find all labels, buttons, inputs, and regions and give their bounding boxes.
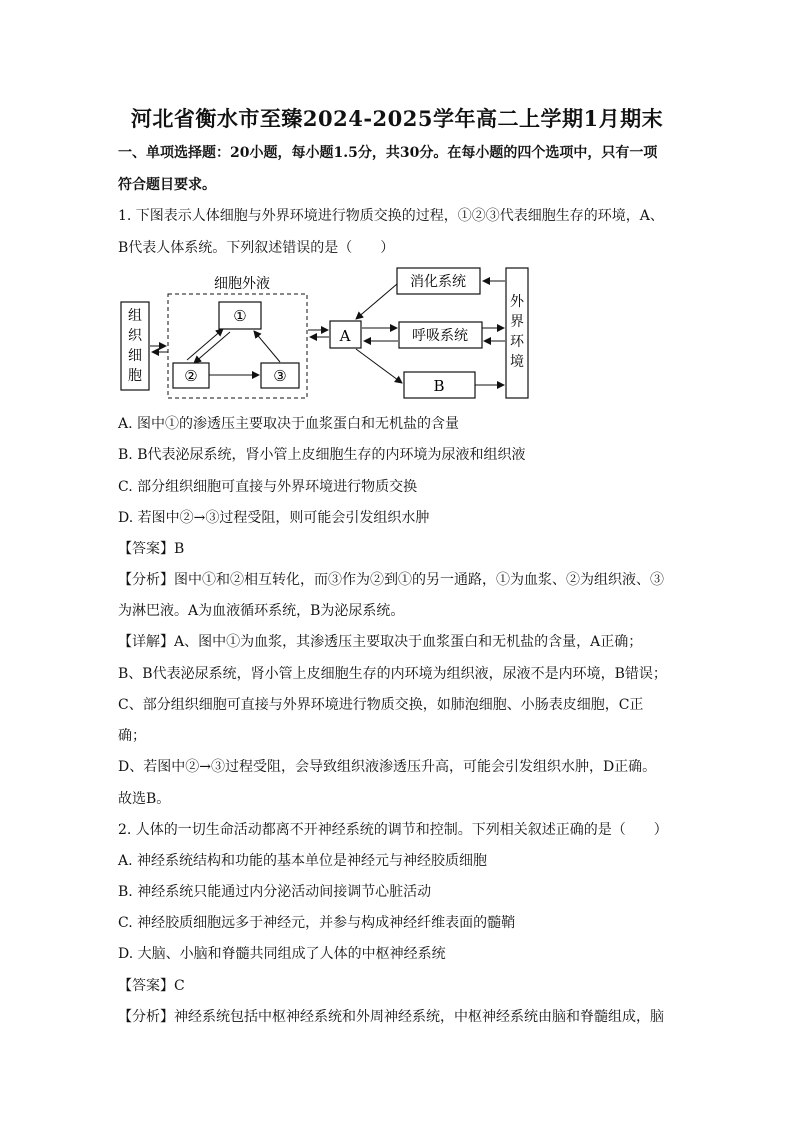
page-title: 河北省衡水市至臻2024-2025学年高二上学期1月期末 <box>130 106 664 131</box>
q1-stem-line1: 1. 下图表示人体细胞与外界环境进行物质交换的过程，①②③代表细胞生存的环境，A、 <box>118 208 664 224</box>
node-A-label: A <box>339 327 351 345</box>
arrow-A-to-B <box>356 349 402 383</box>
q1-option-a: A. 图中①的渗透压主要取决于血浆蛋白和无机盐的含量 <box>118 416 460 432</box>
respiratory-system-label: 呼吸系统 <box>412 328 468 344</box>
q1-analysis-line2: 为淋巴液。A为血液循环系统，B为泌尿系统。 <box>118 603 405 619</box>
tissue-cell-char-1: 组 <box>128 308 142 324</box>
external-char-1: 外 <box>510 294 524 310</box>
q2-answer: 【答案】C <box>118 978 185 994</box>
q1-stem-line2: B代表人体系统。下列叙述错误的是（ ） <box>118 240 395 256</box>
node-1-label: ① <box>233 307 247 325</box>
q1-option-c: C. 部分组织细胞可直接与外界环境进行物质交换 <box>118 479 418 495</box>
node-3-label: ③ <box>273 367 287 385</box>
tissue-cell-char-4: 胞 <box>128 368 142 384</box>
extracellular-fluid-label: 细胞外液 <box>214 276 270 292</box>
q1-detail-line5: D、若图中②→③过程受阻，会导致组织液渗透压升高，可能会引发组织水肿，D正确。 <box>118 759 657 775</box>
arrow-2-to-1 <box>187 329 223 360</box>
arrow-3-to-1 <box>254 331 280 362</box>
q1-option-d: D. 若图中②→③过程受阻，则可能会引发组织水肿 <box>118 510 430 526</box>
external-environment-box <box>506 268 528 398</box>
q1-option-b: B. B代表泌尿系统，肾小管上皮细胞生存的内环境为尿液和组织液 <box>118 447 526 463</box>
q2-analysis: 【分析】神经系统包括中枢神经系统和外周神经系统，中枢神经系统由脑和脊髓组成，脑 <box>118 1009 664 1025</box>
section-heading-line2: 符合题目要求。 <box>118 177 216 193</box>
tissue-cell-char-2: 织 <box>128 328 142 344</box>
q2-option-a: A. 神经系统结构和功能的基本单位是神经元与神经胶质细胞 <box>118 853 488 869</box>
node-B-label: B <box>433 377 445 395</box>
arrow-1-to-2 <box>194 332 230 363</box>
node-2-label: ② <box>184 367 198 385</box>
arrow-digestive-to-A <box>356 284 397 319</box>
section-heading-line1: 一、单项选择题：20小题，每小题1.5分，共30分。在每小题的四个选项中，只有一项 <box>118 145 658 161</box>
q1-answer: 【答案】B <box>118 541 185 557</box>
tissue-cell-char-3: 细 <box>128 348 142 364</box>
external-char-4: 境 <box>510 354 524 370</box>
q1-diagram <box>110 262 540 406</box>
q1-detail-line2: B、B代表泌尿系统，肾小管上皮细胞生存的内环境为组织液，尿液不是内环境，B错误； <box>118 666 667 682</box>
q1-conclusion: 故选B。 <box>118 791 171 807</box>
q2-option-c: C. 神经胶质细胞远多于神经元，并参与构成神经纤维表面的髓鞘 <box>118 915 516 931</box>
q1-detail-line4: 确； <box>118 728 146 744</box>
q2-stem: 2. 人体的一切生命活动都离不开神经系统的调节和控制。下列相关叙述正确的是（ ） <box>118 822 668 838</box>
external-char-2: 界 <box>510 314 524 330</box>
q2-option-b: B. 神经系统只能通过内分泌活动间接调节心脏活动 <box>118 884 432 900</box>
external-char-3: 环 <box>510 334 524 350</box>
q1-detail-line1: 【详解】A、图中①为血浆，其渗透压主要取决于血浆蛋白和无机盐的含量，A正确； <box>118 634 643 650</box>
q1-analysis-line1: 【分析】图中①和②相互转化，而③作为②到①的另一通路，①为血浆、②为组织液、③ <box>118 572 664 588</box>
q2-option-d: D. 大脑、小脑和脊髓共同组成了人体的中枢神经系统 <box>118 946 446 962</box>
digestive-system-label: 消化系统 <box>410 274 466 290</box>
q1-detail-line3: C、部分组织细胞可直接与外界环境进行物质交换，如肺泡细胞、小肠表皮细胞，C正 <box>118 697 644 713</box>
